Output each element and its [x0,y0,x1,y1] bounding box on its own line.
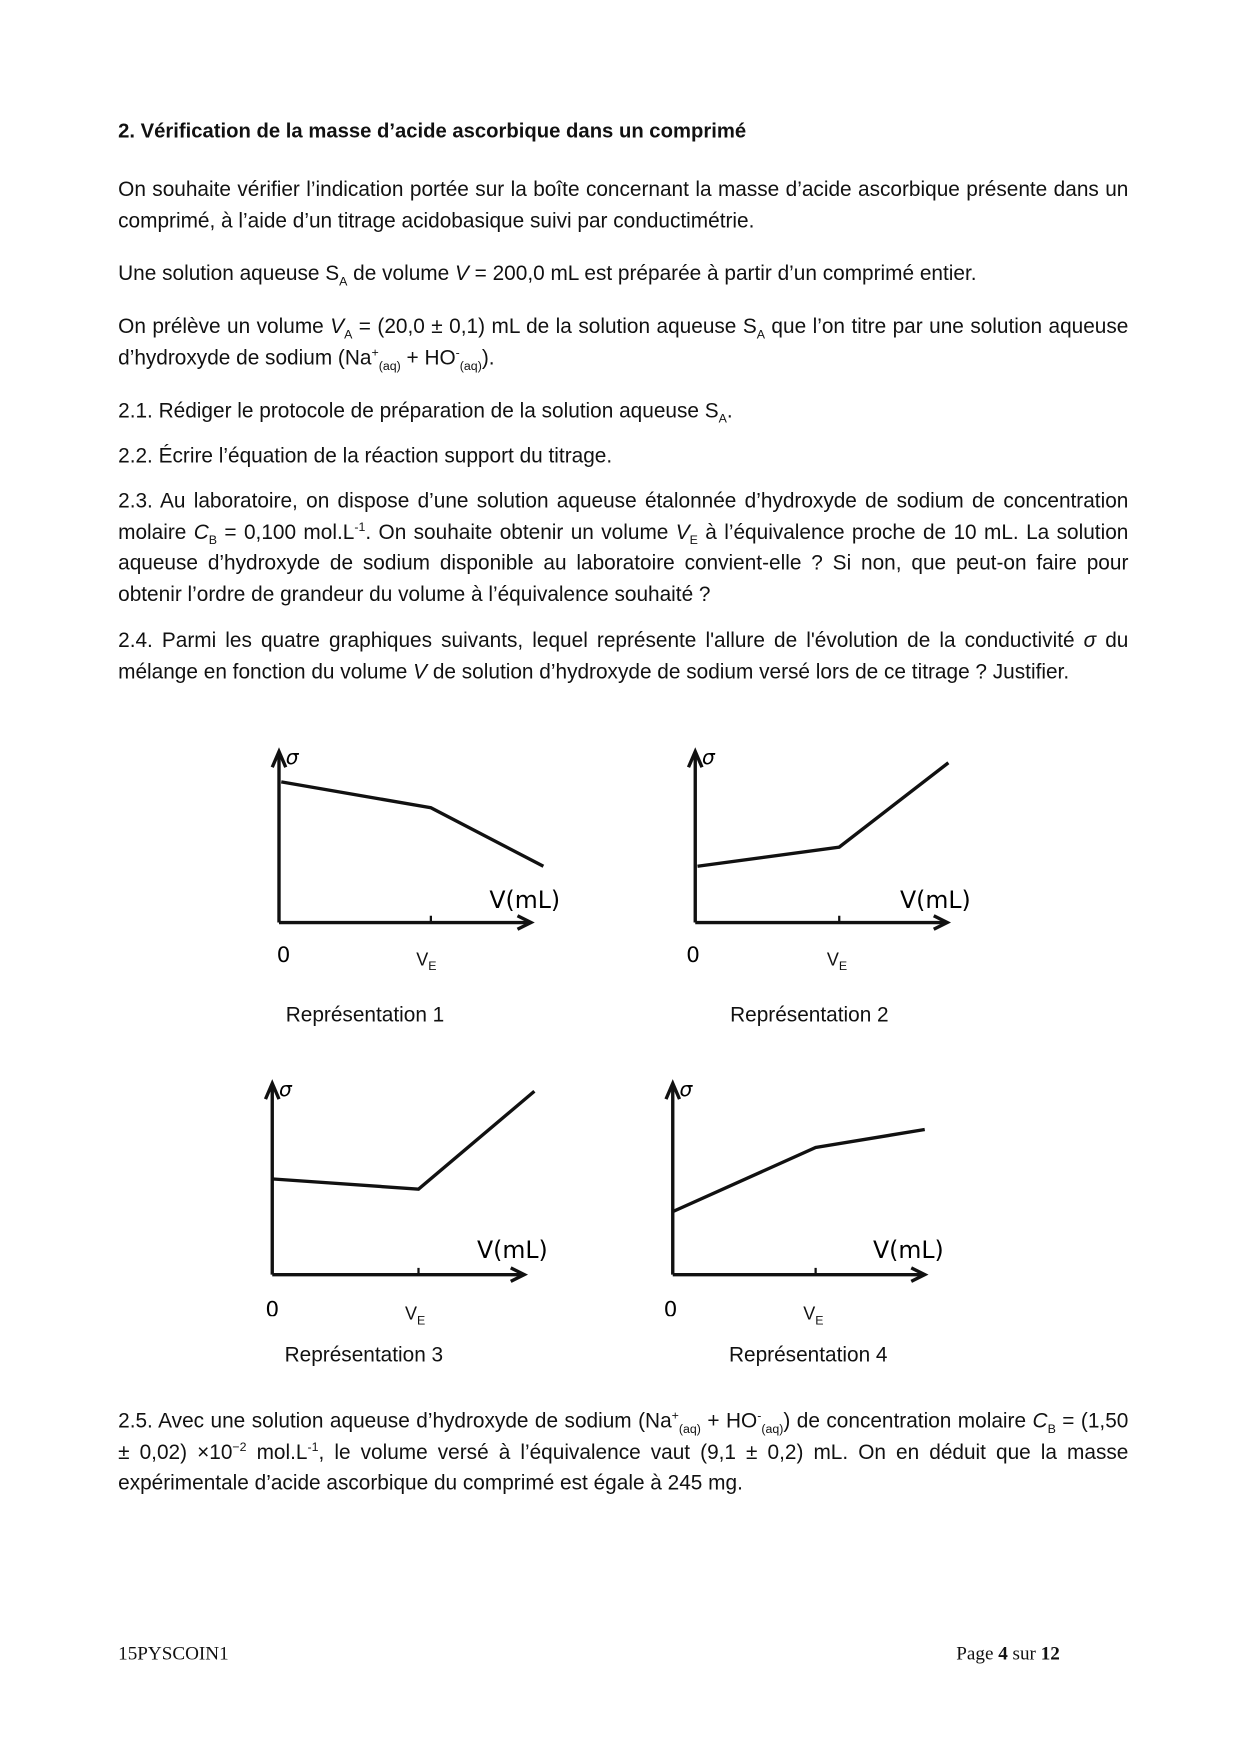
x-axis-label: V(mL) [900,885,971,914]
graph-representation-2 [675,737,1013,973]
question-2-1: 2.1. Rédiger le protocole de préparation de la solution aqueuse $S_A$. [118,398,733,427]
x-axis-label: V(mL) [489,885,561,914]
intro-paragraph: On souhaite vérifier l’indication portée sur la boîte concernant la masse d’acide ascorbique présente dans un comprimé, à l’aide d’un titrage acidobasique suivi par conductimétrie. [118,176,1129,232]
sampling-paragraph: On prélève un volume $V_A = (20,0 \pm 0,1)$ mL de la solution aqueuse $S_A$ que l’on titre par une solution aqueuse d’hydroxyde de sodium $(Na^+_{(aq)} + HO^-_{(aq)})$. [118,313,1129,373]
ve-label: $V_E$ [416,950,437,974]
caption-representation-4: Représentation 4 [729,1342,888,1366]
sigma-label: σ [702,744,715,769]
sigma-label: σ [679,1076,693,1101]
x-axis-label: V(mL) [873,1235,944,1264]
footer-page-number: Page 4 sur 12 [956,1642,1060,1664]
caption-representation-3: Représentation 3 [284,1342,444,1366]
origin-label: 0 [663,1297,678,1317]
section-heading: 2. Vérification de la masse d’acide ascorbique dans un comprimé [118,119,747,142]
graph-representation-1 [259,737,597,973]
sigma-label: σ [279,1076,292,1101]
ve-label: $V_E$ [405,1305,426,1328]
sigma-label: σ [285,744,299,769]
origin-label: 0 [686,942,700,968]
conductivity-curve [281,782,543,866]
origin-label: 0 [265,1297,280,1317]
question-2-3: 2.3. Au laboratoire, on dispose d’une solution aqueuse étalonnée d’hydroxyde de sodium de concentration molaire $C_B = 0,100$ $mol.L^{-1}$. On souhaite obtenir un volume $V_E$ à l’équivalence proche de 10 mL. La solution aqueuse d’hydroxyde de sodium disponible au laboratoire convient-elle ? Si non, que peut-on faire pour obtenir l’ordre de grandeur du volume à l’équivalence souhaité ? [118,488,1129,605]
ve-label: $V_E$ [803,1305,824,1328]
caption-representation-1: Représentation 1 [285,1002,445,1026]
question-2-5: 2.5. Avec une solution aqueuse d’hydroxyde de sodium $(Na^+_{(aq)} + HO^-_{(aq)})$ de concentration molaire $C_B = (1,50 \pm 0,02) \times 10^{-2}$ $mol.L^{-1}$, le volume versé à l’équivalence vaut (9,1 ± 0,2) mL. On en déduit que la masse expérimentale d’acide ascorbique du comprimé est égale à 245 mg. [118,1408,1129,1494]
x-axis-label: V(mL) [477,1235,548,1264]
footer-code: 15PYSCOIN1 [118,1642,229,1664]
caption-representation-2: Représentation 2 [730,1002,889,1026]
ve-label: $V_E$ [826,950,848,974]
question-2-2: 2.2. Écrire l’équation de la réaction support du titrage. [118,443,613,467]
graph-representation-4 [653,1069,991,1317]
graph-representation-3 [252,1069,590,1317]
question-2-4: 2.4. Parmi les quatre graphiques suivants, lequel représente l'allure de l'évolution de la conductivité σ du mélange en fonction du volume V de solution d’hydroxyde de sodium versé lors de ce titrage ? Justifier. [118,627,1129,683]
solution-paragraph: Une solution aqueuse $S_A$ de volume V = 200,0 mL est préparée à partir d’un comprimé entier. [118,261,977,289]
origin-label: 0 [276,942,291,968]
